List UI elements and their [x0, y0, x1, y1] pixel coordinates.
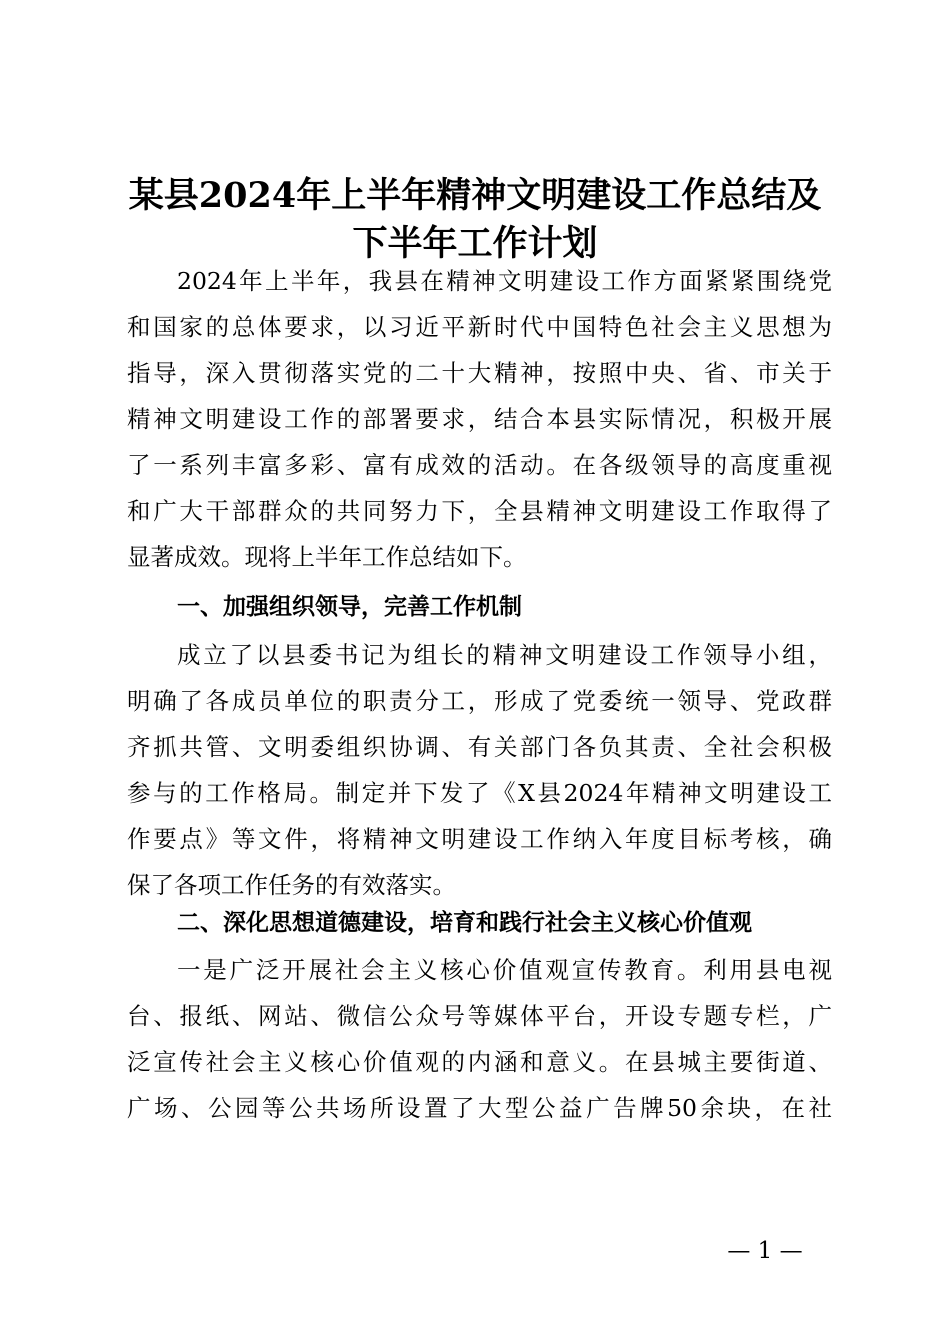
intro-paragraph-line: 2024年上半年，我县在精神文明建设工作方面紧紧围绕党 — [177, 267, 832, 295]
section-heading-2: 二、深化思想道德建设，培育和践行社会主义核心价值观 — [177, 910, 752, 936]
section2-paragraph-line: 一是广泛开展社会主义核心价值观宣传教育。利用县电视 — [177, 956, 832, 984]
section2-paragraph-line: 泛宣传社会主义核心价值观的内涵和意义。在县城主要街道、 — [127, 1048, 832, 1076]
intro-paragraph-line: 指导，深入贯彻落实党的二十大精神，按照中央、省、市关于 — [127, 359, 832, 387]
section2-paragraph-line: 广场、公园等公共场所设置了大型公益广告牌50余块，在社 — [127, 1094, 832, 1122]
section1-paragraph-line: 成立了以县委书记为组长的精神文明建设工作领导小组， — [177, 641, 832, 669]
intro-paragraph-line: 精神文明建设工作的部署要求，结合本县实际情况，积极开展 — [127, 405, 832, 433]
document-title-line-1: 某县2024年上半年精神文明建设工作总结及 — [128, 175, 822, 216]
intro-paragraph-line: 了一系列丰富多彩、富有成效的活动。在各级领导的高度重视 — [127, 451, 832, 479]
section2-paragraph-line: 台、报纸、网站、微信公众号等媒体平台，开设专题专栏，广 — [127, 1002, 832, 1030]
section-heading-1: 一、加强组织领导，完善工作机制 — [177, 594, 522, 620]
section1-paragraph-line: 参与的工作格局。制定并下发了《X县2024年精神文明建设工 — [127, 779, 832, 807]
intro-paragraph-line: 和国家的总体要求，以习近平新时代中国特色社会主义思想为 — [127, 313, 832, 341]
page-number: — 1 — — [727, 1238, 803, 1264]
section1-paragraph-line: 作要点》等文件，将精神文明建设工作纳入年度目标考核，确 — [127, 825, 832, 853]
section1-paragraph-line: 齐抓共管、文明委组织协调、有关部门各负其责、全社会积极 — [127, 733, 832, 761]
section1-paragraph-line: 明确了各成员单位的职责分工，形成了党委统一领导、党政群 — [127, 687, 832, 715]
document-title-line-2: 下半年工作计划 — [352, 223, 598, 264]
intro-paragraph-line: 显著成效。现将上半年工作总结如下。 — [127, 543, 527, 571]
section1-paragraph-line: 保了各项工作任务的有效落实。 — [127, 871, 456, 899]
intro-paragraph-line: 和广大干部群众的共同努力下，全县精神文明建设工作取得了 — [127, 497, 832, 525]
